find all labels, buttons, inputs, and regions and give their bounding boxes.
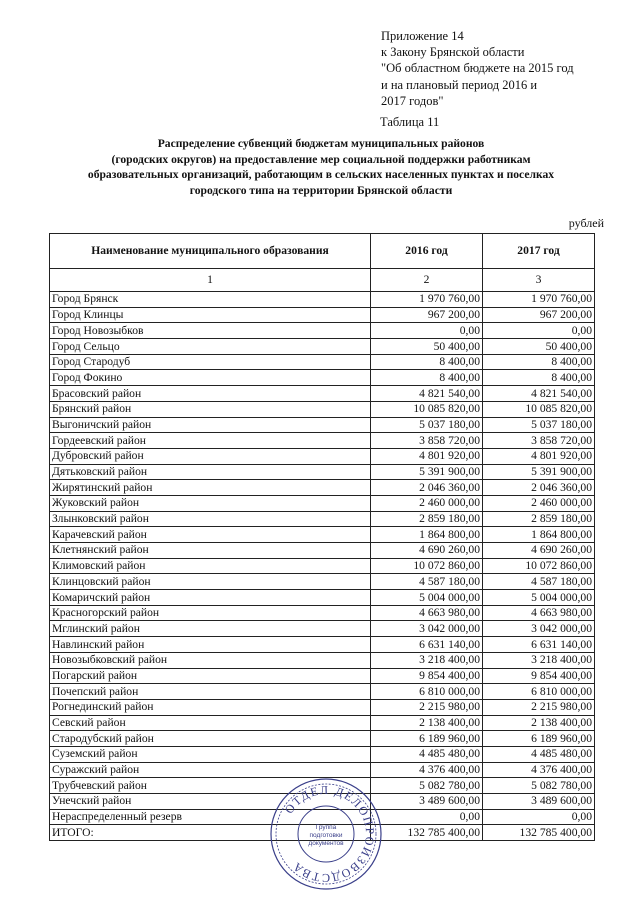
table-row xyxy=(50,574,595,590)
value-2016: 0,00 xyxy=(371,809,483,825)
value-2017: 4 663 980,00 xyxy=(483,605,595,621)
table-row xyxy=(50,433,595,449)
value-2017: 8 400,00 xyxy=(483,354,595,370)
table-row xyxy=(50,746,595,762)
value-2017: 2 859 180,00 xyxy=(483,511,595,527)
stamp-inner-line: Группа xyxy=(315,824,337,831)
value-2016: 10 085 820,00 xyxy=(371,401,483,417)
table-row xyxy=(50,339,595,355)
value-2016: 6 189 960,00 xyxy=(371,731,483,747)
municipality-name: Город Брянск xyxy=(50,292,371,308)
table-row xyxy=(50,558,595,574)
municipality-name: Брасовский район xyxy=(50,386,371,402)
municipality-name: Клинцовский район xyxy=(50,574,371,590)
value-2016: 5 037 180,00 xyxy=(371,417,483,433)
municipality-name: Город Клинцы xyxy=(50,307,371,323)
table-row xyxy=(50,292,595,308)
subsidy-table xyxy=(49,233,595,841)
table-row xyxy=(50,323,595,339)
value-2017: 6 810 000,00 xyxy=(483,684,595,700)
header-row xyxy=(50,234,595,269)
table-row xyxy=(50,511,595,527)
value-2016: 8 400,00 xyxy=(371,354,483,370)
value-2017: 0,00 xyxy=(483,809,595,825)
value-2016: 5 082 780,00 xyxy=(371,778,483,794)
municipality-name: Рогнединский район xyxy=(50,699,371,715)
value-2017: 5 037 180,00 xyxy=(483,417,595,433)
column-number-row xyxy=(50,269,595,292)
value-2016: 3 218 400,00 xyxy=(371,652,483,668)
municipality-name: Унечский район xyxy=(50,794,371,810)
value-2017: 4 801 920,00 xyxy=(483,448,595,464)
value-2017: 132 785 400,00 xyxy=(483,825,595,841)
stamp-inner-line: подготовки xyxy=(309,832,343,839)
appendix-line: "Об областном бюджете на 2015 год xyxy=(381,61,574,76)
municipality-name: Выгоничский район xyxy=(50,417,371,433)
municipality-name: Суземский район xyxy=(50,746,371,762)
col-number: 2 xyxy=(371,269,483,292)
value-2016: 1 864 800,00 xyxy=(371,527,483,543)
value-2017: 3 489 600,00 xyxy=(483,794,595,810)
unit-label: рублей xyxy=(568,216,604,230)
value-2017: 3 858 720,00 xyxy=(483,433,595,449)
title-line: Распределение субвенций бюджетам муниципальных районов xyxy=(157,137,485,150)
value-2017: 4 485 480,00 xyxy=(483,746,595,762)
table-row xyxy=(50,605,595,621)
value-2016: 2 138 400,00 xyxy=(371,715,483,731)
municipality-name: Город Сельцо xyxy=(50,339,371,355)
municipality-name: Карачевский район xyxy=(50,527,371,543)
table-row xyxy=(50,684,595,700)
value-2016: 9 854 400,00 xyxy=(371,668,483,684)
value-2017: 0,00 xyxy=(483,323,595,339)
document-title xyxy=(40,136,602,198)
header-2017: 2017 год xyxy=(483,234,595,269)
value-2016: 132 785 400,00 xyxy=(371,825,483,841)
value-2016: 6 810 000,00 xyxy=(371,684,483,700)
table-row xyxy=(50,527,595,543)
table-row xyxy=(50,401,595,417)
value-2016: 6 631 140,00 xyxy=(371,637,483,653)
value-2016: 0,00 xyxy=(371,323,483,339)
municipality-name: Стародубский район xyxy=(50,731,371,747)
municipality-name: Навлинский район xyxy=(50,637,371,653)
value-2016: 3 489 600,00 xyxy=(371,794,483,810)
municipality-name: Почепский район xyxy=(50,684,371,700)
value-2017: 5 391 900,00 xyxy=(483,464,595,480)
municipality-name: Брянский район xyxy=(50,401,371,417)
appendix-line: к Закону Брянской области xyxy=(381,45,525,60)
title-line: образовательных организаций, работающим в сельских населенных пунктах и поселках xyxy=(87,168,555,182)
header-name: Наименование муниципального образования xyxy=(50,234,371,269)
municipality-name: Дятьковский район xyxy=(50,464,371,480)
table-row xyxy=(50,715,595,731)
table-row xyxy=(50,637,595,653)
value-2016: 4 376 400,00 xyxy=(371,762,483,778)
stamp-inner-line: документов xyxy=(308,840,344,847)
title-line: (городских округов) на предоставление мер социальной поддержки работникам xyxy=(111,152,531,166)
value-2017: 9 854 400,00 xyxy=(483,668,595,684)
title-line: городского типа на территории Брянской области xyxy=(189,183,453,197)
value-2017: 8 400,00 xyxy=(483,370,595,386)
value-2016: 967 200,00 xyxy=(371,307,483,323)
table-row xyxy=(50,731,595,747)
table-row xyxy=(50,652,595,668)
value-2016: 2 460 000,00 xyxy=(371,495,483,511)
value-2016: 1 970 760,00 xyxy=(371,292,483,308)
value-2016: 2 046 360,00 xyxy=(371,480,483,496)
value-2017: 4 587 180,00 xyxy=(483,574,595,590)
municipality-name: Жуковский район xyxy=(50,495,371,511)
municipality-name: Трубчевский район xyxy=(50,778,371,794)
stamp-outer-text: ОТДЕЛ ДЕЛОПРОИЗВОДСТВА xyxy=(281,782,378,886)
value-2017: 10 072 860,00 xyxy=(483,558,595,574)
department-stamp xyxy=(268,776,384,892)
value-2017: 3 218 400,00 xyxy=(483,652,595,668)
table-row xyxy=(50,464,595,480)
value-2017: 5 082 780,00 xyxy=(483,778,595,794)
table-row xyxy=(50,590,595,606)
value-2017: 967 200,00 xyxy=(483,307,595,323)
value-2017: 4 821 540,00 xyxy=(483,386,595,402)
table-row xyxy=(50,386,595,402)
value-2017: 2 138 400,00 xyxy=(483,715,595,731)
table-row xyxy=(50,417,595,433)
municipality-name: Город Фокино xyxy=(50,370,371,386)
value-2017: 4 376 400,00 xyxy=(483,762,595,778)
municipality-name: Злынковский район xyxy=(50,511,371,527)
value-2016: 50 400,00 xyxy=(371,339,483,355)
value-2016: 8 400,00 xyxy=(371,370,483,386)
municipality-name: Погарский район xyxy=(50,668,371,684)
value-2016: 3 858 720,00 xyxy=(371,433,483,449)
appendix-line: 2017 годов" xyxy=(381,93,444,108)
value-2017: 2 460 000,00 xyxy=(483,495,595,511)
value-2017: 10 085 820,00 xyxy=(483,401,595,417)
table-row xyxy=(50,543,595,559)
municipality-name: Город Стародуб xyxy=(50,354,371,370)
value-2016: 4 690 260,00 xyxy=(371,543,483,559)
value-2016: 4 801 920,00 xyxy=(371,448,483,464)
municipality-name: Красногорский район xyxy=(50,605,371,621)
value-2017: 1 864 800,00 xyxy=(483,527,595,543)
table-row xyxy=(50,480,595,496)
municipality-name: Климовский район xyxy=(50,558,371,574)
municipality-name: Суражский район xyxy=(50,762,371,778)
municipality-name: Город Новозыбков xyxy=(50,323,371,339)
value-2016: 3 042 000,00 xyxy=(371,621,483,637)
municipality-name: ИТОГО: xyxy=(50,825,371,841)
municipality-name: Дубровский район xyxy=(50,448,371,464)
appendix-line: Приложение 14 xyxy=(381,29,464,43)
table-row xyxy=(50,448,595,464)
value-2016: 2 859 180,00 xyxy=(371,511,483,527)
value-2017: 2 215 980,00 xyxy=(483,699,595,715)
value-2017: 6 631 140,00 xyxy=(483,637,595,653)
value-2016: 4 587 180,00 xyxy=(371,574,483,590)
value-2016: 5 391 900,00 xyxy=(371,464,483,480)
table-row xyxy=(50,495,595,511)
municipality-name: Жирятинский район xyxy=(50,480,371,496)
value-2017: 5 004 000,00 xyxy=(483,590,595,606)
value-2017: 50 400,00 xyxy=(483,339,595,355)
value-2017: 3 042 000,00 xyxy=(483,621,595,637)
table-number: Таблица 11 xyxy=(380,115,440,129)
col-number: 1 xyxy=(50,269,371,292)
municipality-name: Севский район xyxy=(50,715,371,731)
value-2016: 5 004 000,00 xyxy=(371,590,483,606)
municipality-name: Мглинский район xyxy=(50,621,371,637)
value-2017: 4 690 260,00 xyxy=(483,543,595,559)
municipality-name: Гордеевский район xyxy=(50,433,371,449)
col-number: 3 xyxy=(483,269,595,292)
municipality-name: Комаричский район xyxy=(50,590,371,606)
table-row xyxy=(50,621,595,637)
header-2016: 2016 год xyxy=(371,234,483,269)
appendix-line: и на плановый период 2016 и xyxy=(381,77,538,92)
municipality-name: Клетнянский район xyxy=(50,543,371,559)
value-2016: 4 485 480,00 xyxy=(371,746,483,762)
value-2016: 4 821 540,00 xyxy=(371,386,483,402)
table-row xyxy=(50,370,595,386)
table-row xyxy=(50,668,595,684)
table-row xyxy=(50,354,595,370)
table-row xyxy=(50,699,595,715)
value-2016: 4 663 980,00 xyxy=(371,605,483,621)
value-2016: 2 215 980,00 xyxy=(371,699,483,715)
value-2017: 1 970 760,00 xyxy=(483,292,595,308)
appendix-header xyxy=(381,28,621,109)
value-2017: 6 189 960,00 xyxy=(483,731,595,747)
value-2016: 10 072 860,00 xyxy=(371,558,483,574)
value-2017: 2 046 360,00 xyxy=(483,480,595,496)
municipality-name: Нераспределенный резерв xyxy=(50,809,371,825)
table-row xyxy=(50,307,595,323)
municipality-name: Новозыбковский район xyxy=(50,652,371,668)
